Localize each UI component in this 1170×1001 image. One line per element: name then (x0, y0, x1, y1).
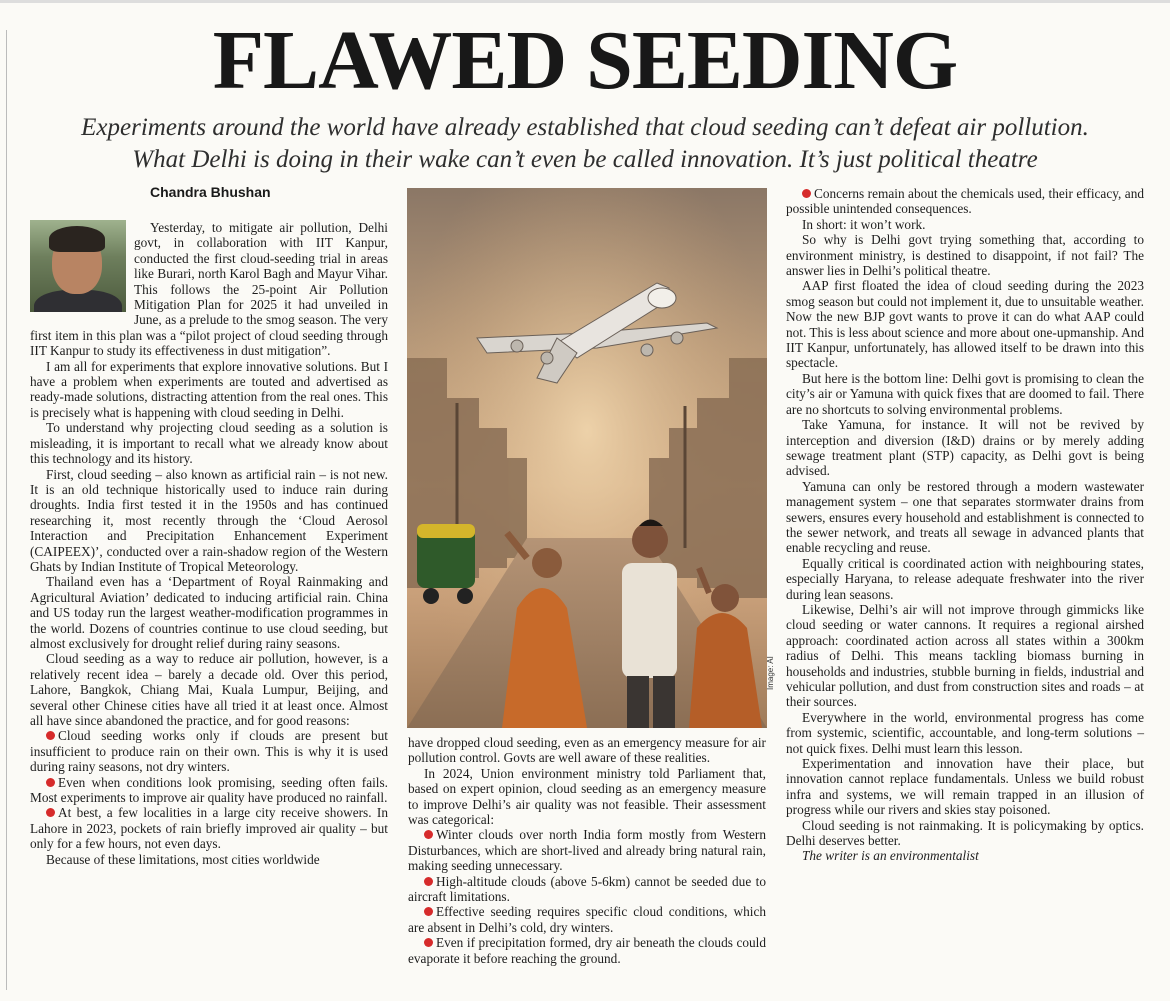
paragraph: Because of these limitations, most cities worldwide (46, 851, 320, 867)
paragraph: In short: it won’t work. (802, 216, 926, 232)
paragraph: Yesterday, to mitigate air pollution, Delhi govt, in collaboration with IIT Kanpur, conducted the first cloud-seeding trial in areas like Burari, north Karol Bagh and Mayur Vihar. This follows the 25-point Air Pollution Mitigation Plan for 2025 it had unveiled in June, as a prelude to the smog season. The very first item in this plan was a “pilot project of cloud seeding through IIT Kanpur to study its effectiveness in dust mitigation”. (30, 220, 388, 359)
paragraph: Equally critical is coordinated action with neighbouring states, especially Haryana, to release adequate freshwater into the river during lean seasons. (786, 555, 1144, 602)
paragraph: Everywhere in the world, environmental progress has come from systemic, scientific, accountable, and long-term solutions – not quick fixes. Delhi must learn this lesson. (786, 709, 1144, 756)
top-rule (0, 0, 1170, 3)
bullet-item: Effective seeding requires specific cloud conditions, which are absent in Delhi’s cold, dry winters. (408, 904, 766, 935)
author-photo-hair (49, 226, 105, 252)
image-credit: Image: AI (766, 656, 775, 690)
paragraph: To understand why projecting cloud seeding as a solution is misleading, it is important to recall what we already know about this technology and its history. (30, 420, 388, 467)
paragraph: have dropped cloud seeding, even as an emergency measure for air pollution control. Govts are well aware of these realities. (408, 735, 766, 766)
bullet-item: High-altitude clouds (above 5-6km) cannot be seeded due to aircraft limitations. (408, 873, 766, 905)
byline: Chandra Bhushan (150, 184, 271, 200)
author-photo (30, 220, 126, 312)
bullet-dot-icon (424, 938, 433, 947)
paragraph: Thailand even has a ‘Department of Royal Rainmaking and Agricultural Aviation’ dedicated to inducing artificial rain. China and US today run the largest weather-modification programmes in the world. Dozens of countries continue to use cloud seeding, but almost exclusively for drought relief during rainy seasons. (30, 574, 388, 651)
paragraph: AAP first floated the idea of cloud seeding during the 2023 smog season but could not implement it, due to unsuitable weather. Now the new BJP govt wants to prove it can do what AAP could not. This is less about science and more about one-upmanship. And IIT Kanpur, unfortunately, has allowed itself to be drawn into this spectacle. (786, 278, 1144, 371)
paragraph: So why is Delhi govt trying something that, according to environment ministry, is destined to disappoint, if not fail? The answer lies in Delhi’s political theatre. (786, 232, 1144, 279)
paragraph: But here is the bottom line: Delhi govt is promising to clean the city’s air or Yamuna with quick fixes that are doomed to fail. There are no shortcuts to solving environmental problems. (786, 370, 1144, 417)
bullet-item: Even if precipitation formed, dry air beneath the clouds could evaporate it before reaching the ground. (408, 935, 766, 966)
bullet-dot-icon (802, 189, 811, 198)
bullet-dot-icon (424, 830, 433, 839)
bullet-dot-icon (424, 877, 433, 886)
headline: FLAWED SEEDING (212, 14, 958, 107)
illustration-svg (407, 188, 767, 728)
bullet-dot-icon (46, 731, 55, 740)
bullet-item: Cloud seeding works only if clouds are present but insufficient to produce rain on their own. This is why it is used during rainy seasons, not dry winters. (30, 728, 388, 775)
column-2 (408, 735, 766, 966)
paragraph: In 2024, Union environment ministry told Parliament that, based on expert opinion, cloud seeding as an emergency measure to improve Delhi’s air quality was not feasible. Their assessment was categorical: (408, 765, 766, 828)
paragraph: Cloud seeding as a way to reduce air pollution, however, is a relatively recent idea – barely a decade old. Over this period, Lahore, Bangkok, Chiang Mai, Kuala Lumpur, Beijing, and several other Chinese cities have all tried it at least once. Almost all have since abandoned the practice, and for good reasons: (30, 651, 388, 728)
bullet-item: Winter clouds over north India form mostly from Western Disturbances, which are short-lived and already bring natural rain, making seeding unnecessary. (408, 827, 766, 874)
deck-line-1: Experiments around the world have already established that cloud seeding can’t defeat air pollution. (81, 114, 1089, 141)
bullet-dot-icon (46, 778, 55, 787)
paragraph: First, cloud seeding – also known as artificial rain – is not new. It is an old technique historically used to induce rain during droughts. India first tested it in the 1950s and has continued researching it, most recently through the ‘Cloud Aerosol Interaction and Precipitation Enhancement Experiment (CAIPEEX)’, conducted over a rain-shadow region of the Western Ghats by Indian Institute of Tropical Meteorology. (30, 466, 388, 574)
paragraph: I am all for experiments that explore innovative solutions. But I have a problem when experiments are touted and advertised as ready-made solutions, distracting attention from the real ones. This is precisely what is happening with cloud seeding in Delhi. (30, 358, 388, 420)
paragraph: Yamuna can only be restored through a modern wastewater management system – one that separates stormwater drains from sewers, ensures every household and establishment is connected to the sewer network, and treats all sewage in advanced plants that enable recycling and reuse. (786, 478, 1144, 556)
bullet-dot-icon (46, 808, 55, 817)
paragraph: Experimentation and innovation have their place, but innovation cannot replace fundamentals. Unless we build robust infra and systems, we will remain trapped in an illusion of progress while our rivers and skies stay poisoned. (786, 756, 1144, 818)
deck-line-2: What Delhi is doing in their wake can’t even be called innovation. It’s just political theatre (132, 146, 1038, 173)
bullet-item: Concerns remain about the chemicals used, their efficacy, and possible unintended consequences. (786, 186, 1144, 217)
bullet-item: At best, a few localities in a large city receive showers. In Lahore in 2023, pockets of rain briefly improved air quality – but only for a few hours, not even days. (30, 805, 388, 852)
author-signature: The writer is an environmentalist (802, 848, 979, 864)
column-1 (30, 220, 388, 867)
column-3 (786, 186, 1144, 864)
bullet-dot-icon (424, 907, 433, 916)
deck (30, 112, 1140, 176)
bullet-item: Even when conditions look promising, seeding often fails. Most experiments to improve air quality have produced no rainfall. (30, 774, 388, 806)
paragraph: Cloud seeding is not rainmaking. It is policymaking by optics. Delhi deserves better. (786, 817, 1144, 849)
paragraph: Likewise, Delhi’s air will not improve through gimmicks like cloud seeding or water cannons. It requires a regional airshed approach: coordinated action across all states within a 300km radius of Delhi. This means tackling biomass burning in households and industries, stubble burning in fields, industrial and vehicular pollution, and dust from construction sites and roads – at their sources. (786, 601, 1144, 710)
left-column-rule (6, 30, 7, 990)
article-illustration (407, 188, 767, 728)
paragraph: Take Yamuna, for instance. It will not be revived by interception and diversion (I&D) drains or by merely adding sewage treatment plant (STP) capacity, as Delhi govt is being advised. (786, 417, 1144, 479)
